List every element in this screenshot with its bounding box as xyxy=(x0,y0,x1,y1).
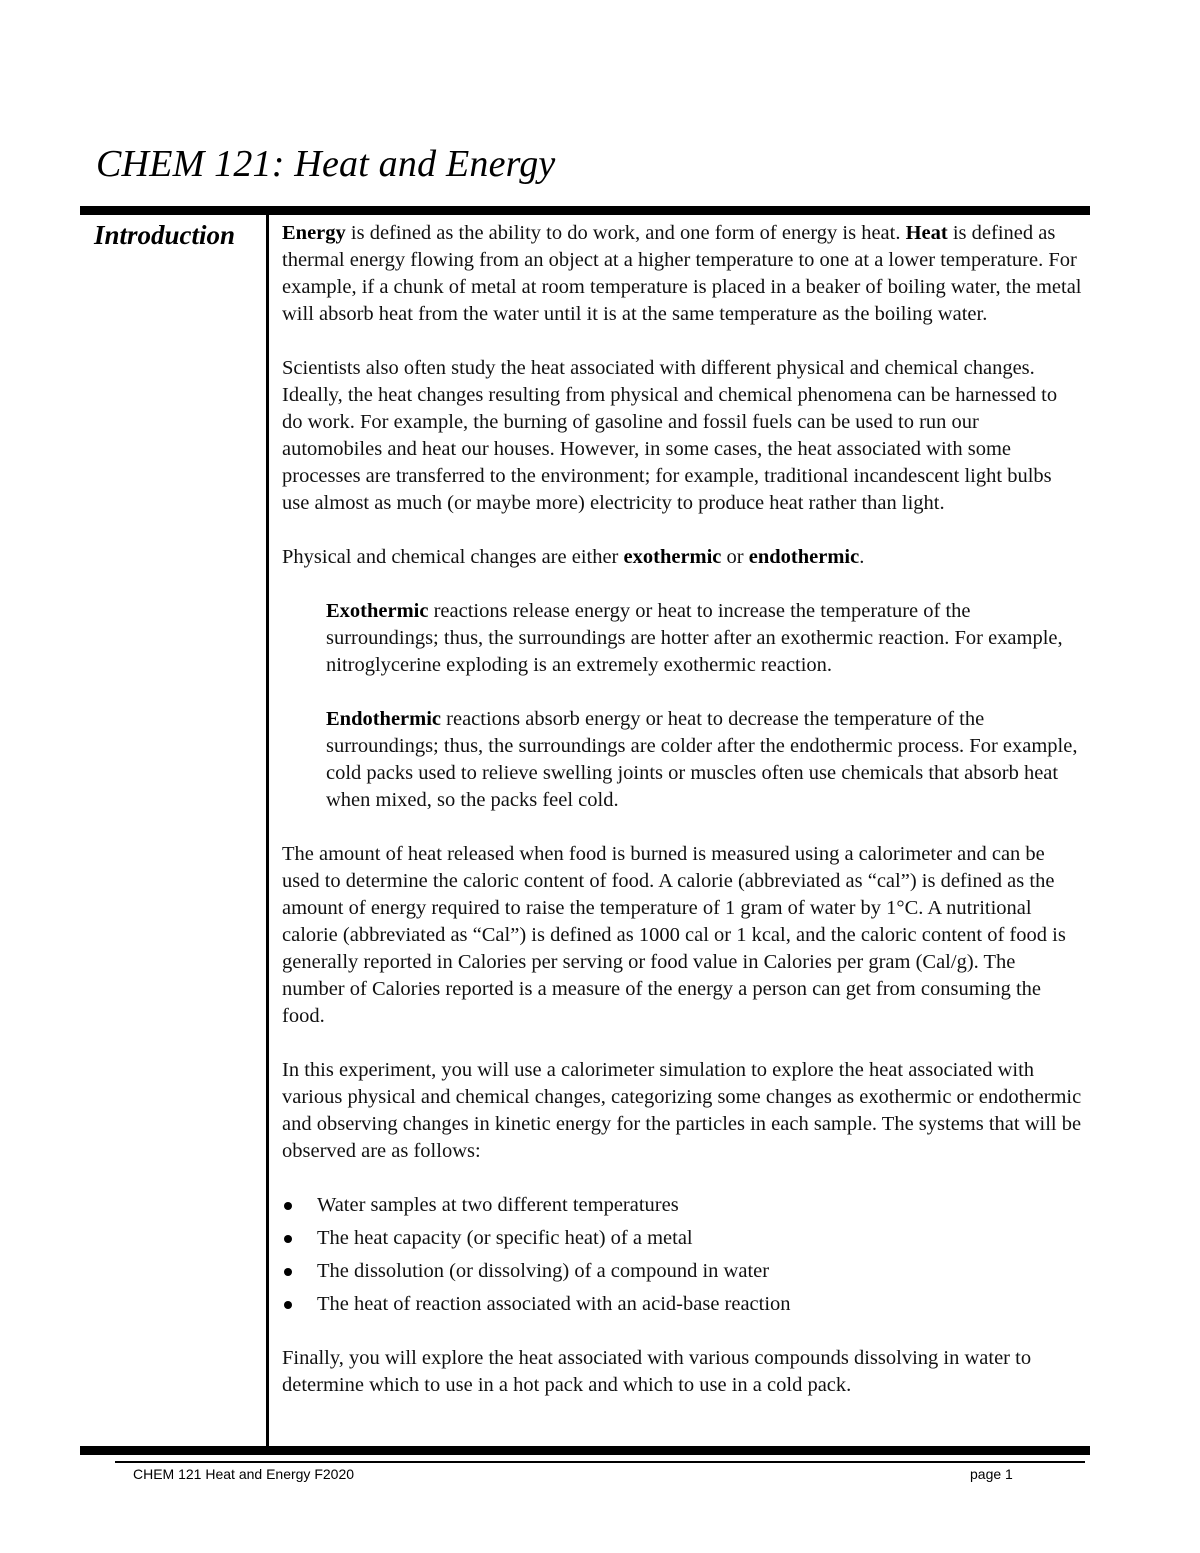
section-heading: Introduction xyxy=(94,220,236,250)
systems-list xyxy=(282,1192,1082,1318)
paragraph-changes xyxy=(282,544,1082,571)
paragraph-text: reactions absorb energy or heat to decrease the temperature of the surroundings; thus, the surroundings are colder after the endothermic process. For example, cold packs used to relieve swelling joints or muscles often use chemicals that absorb heat when mixed, so the packs feel cold. xyxy=(326,708,1078,811)
list-item xyxy=(282,1225,1082,1252)
term-energy: Energy xyxy=(282,222,346,244)
list-item-text: Water samples at two different temperatures xyxy=(317,1194,679,1216)
footer-rule xyxy=(115,1461,1085,1463)
term-exothermic: exothermic xyxy=(623,546,722,568)
list-item-text: The dissolution (or dissolving) of a compound in water xyxy=(317,1260,770,1282)
paragraph-finally: Finally, you will explore the heat associated with various compounds dissolving in water to determine which to use in a hot pack and which to use in a cold pack. xyxy=(282,1347,1032,1396)
term-exothermic-def: Exothermic xyxy=(326,600,429,622)
column-divider xyxy=(266,215,269,1446)
term-heat: Heat xyxy=(905,222,948,244)
paragraph-text: is defined as thermal energy flowing from an object at a higher temperature to one at a lower temperature. For example, if a chunk of metal at room temperature is placed in a beaker of boiling water, the metal will absorb heat from the water until it is at the same temperature as the boiling water. xyxy=(282,222,1082,325)
bullet-icon xyxy=(284,1301,292,1309)
list-item-text: The heat of reaction associated with an acid-base reaction xyxy=(317,1293,791,1315)
paragraph-experiment: In this experiment, you will use a calorimeter simulation to explore the heat associated with various physical and chemical changes, categorizing some changes as exothermic or endothermic and observing changes in kinetic energy for the particles in each sample. The systems that will be observed are as follows: xyxy=(282,1059,1082,1162)
list-item-text: The heat capacity (or specific heat) of a metal xyxy=(317,1227,693,1249)
paragraph-endothermic xyxy=(326,706,1082,814)
document-title: CHEM 121: Heat and Energy xyxy=(96,143,556,185)
list-item xyxy=(282,1192,1082,1219)
footer-page-number: page 1 xyxy=(970,1466,1013,1482)
bottom-rule xyxy=(80,1446,1090,1455)
paragraph-energy-heat xyxy=(282,220,1082,328)
term-endothermic: endothermic xyxy=(748,546,860,568)
paragraph-exothermic xyxy=(326,598,1082,679)
footer-course: CHEM 121 Heat and Energy F2020 xyxy=(133,1466,355,1482)
paragraph-calorie: The amount of heat released when food is burned is measured using a calorimeter and can be used to determine the caloric content of food. A calorie (abbreviated as “cal”) is defined as the amount of energy required to raise the temperature of 1 gram of water by 1°C. A nutritional calorie (abbreviated as “Cal”) is defined as 1000 cal or 1 kcal, and the caloric content of food is generally reported in Calories per serving or food value in Calories per gram (Cal/g). The number of Calories reported is a measure of the energy a person can get from consuming the food. xyxy=(282,843,1066,1027)
top-rule xyxy=(80,206,1090,215)
paragraph-text: is defined as the ability to do work, and one form of energy is heat. xyxy=(345,222,906,244)
bullet-icon xyxy=(284,1235,292,1243)
paragraph-text: . xyxy=(859,546,865,568)
paragraph-text: reactions release energy or heat to increase the temperature of the surroundings; thus, the surroundings are hotter after an exothermic reaction. For example, nitroglycerine exploding is an extremely exothermic reaction. xyxy=(326,600,1063,676)
paragraph-text: Physical and chemical changes are either xyxy=(282,546,624,568)
list-item xyxy=(282,1258,1082,1285)
paragraph-scientists: Scientists also often study the heat associated with different physical and chemical changes. Ideally, the heat changes resulting from physical and chemical phenomena can be harnessed to do work. For example, the burning of gasoline and fossil fuels can be used to run our automobiles and heat our houses. However, in some cases, the heat associated with some processes are transferred to the environment; for example, traditional incandescent light bulbs use almost as much (or maybe more) electricity to produce heat rather than light. xyxy=(282,357,1058,514)
term-endothermic-def: Endothermic xyxy=(326,708,442,730)
paragraph-text: or xyxy=(721,546,749,568)
body-text xyxy=(282,220,1082,1426)
bullet-icon xyxy=(284,1268,292,1276)
bullet-icon xyxy=(284,1202,292,1210)
list-item xyxy=(282,1291,1082,1318)
